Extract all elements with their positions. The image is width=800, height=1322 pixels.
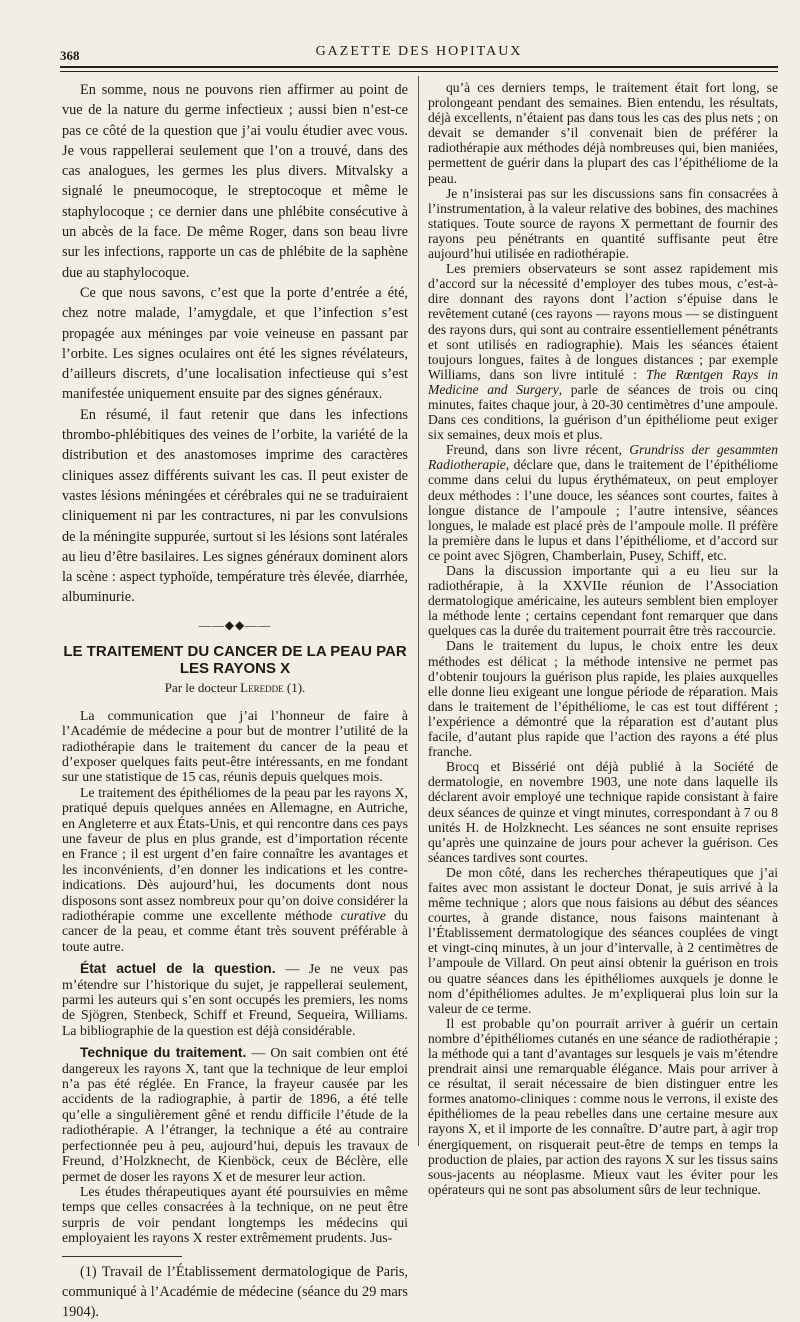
- header-rule-thin: [60, 71, 778, 72]
- byline-prefix: Par le docteur: [164, 679, 237, 695]
- paragraph: En résumé, il faut retenir que dans les infections thrombo-phlébitiques des veines de l’orbite, la variété de la distribution et des anastomoses imprime des caractères cliniques assez différents suivant les cas. Il peut exister de vastes lésions méningées et cérébrales qui ne se traduiraient cliniquement ni par les contractures, ni par les convulsions de la méningite suppurée, surtout si les lésions sont latérales au lieu d’être basilaires. Les signes généraux dominent alors la scène : aspect typhoïde, température très élevée, diarrhée, albuminurie.: [62, 406, 408, 606]
- article-title: LE TRAITEMENT DU CANCER DE LA PEAU PAR LES RAYONS X: [63, 642, 407, 677]
- text-run: , parle de séances de trois ou cinq minutes, faites chaque jour, à 20-30 centimètres d’une ampoule. Dans ces conditions, la guérison d’un épithéliome peut exiger six semaines, deux mois et plus.: [428, 381, 778, 443]
- section-ornament: ——◆◆——: [198, 617, 272, 632]
- section-heading: État actuel de la question.: [80, 961, 276, 977]
- section-heading: Technique du traitement.: [80, 1045, 247, 1061]
- header-rule-thick: [60, 66, 778, 68]
- text-run: Le traitement des épithéliomes de la peau par les rayons X, pratiqué depuis quelques années en Allemagne, en Autriche, en Angleterre et aux États-Unis, et qui rencontre dans ces pays une faveur de plus en plus grande, est d’importation récente en France ; il est urgent d’en faire connaître les avantages et les inconvénients, d’en donner les indications et les contre-indications. Dès aujourd’hui, les documents dont nous disposons sont assez nombreux pour qu’on doive considérer la radiothérapie comme une excellente méthode: [62, 784, 408, 923]
- text-run: — On sait combien ont été dangereux les rayons X, tant que la technique de leur emploi n’a pas été réglée. En France, la frayeur causée par les accidents de la radiographie, à partir de 1896, a été telle qu’elle a singulièrement gêné et rendu difficile l’étude de la radiothérapie. A l’étranger, la technique a été au contraire perfectionnée peu à peu, aujourd’hui, depuis les travaux de Freund, d’Holzknecht, de Kienböck, ceux de Béclère, elle permet de doser les rayons X et de mesurer leur action.: [62, 1045, 408, 1184]
- paragraph: Dans le traitement du lupus, le choix entre les deux méthodes est délicat ; la méthode intensive ne permet pas d’obtenir toujours la guérison plus rapide, les plaies auxquelles elle donne lieu exigeant une longue période de réparation. Mais dans le traitement de l’épithéliome, le cas est tout différent ; l’expérience a démontré que la réparation est d’autant plus facile, d’autant plus rapide que l’action des rayons a été plus franche.: [428, 638, 778, 760]
- paragraph: [62, 961, 408, 1038]
- page-number: 368: [60, 48, 80, 63]
- book-title: Grundriss der gesammten Radiotherapie: [428, 442, 778, 473]
- paragraph: qu’à ces derniers temps, le traitement était fort long, se prolongeant pendant des semaines. Bien entendu, les résultats, déjà excellents, n’étaient pas dans tous les cas des plus nets ; on devait se demander s’il convenait bien de préférer la radiothérapie aux méthodes déjà nombreuses qui, bien maniées, permettent de guérir dans la plupart des cas l’épithéliome de la peau.: [428, 80, 778, 186]
- paragraph: Ce que nous savons, c’est que la porte d’entrée a été, chez notre malade, l’amygdale, et que l’infection s’est propagée aux méninges par voie veineuse en passant par l’orbite. Les signes oculaires ont été les signes révélateurs, d’ailleurs discrets, d’une localisation infectieuse qui s’est manifestée uniquement ensuite par des signes généraux.: [62, 284, 408, 403]
- paragraph: Il est probable qu’on pourrait arriver à guérir un certain nombre d’épithéliomes cutanés en une séance de radiothérapie ; la méthode qui a tant d’avantages sur lesquels je vais m’étendre prendrait ainsi une remarquable élégance. Mais pour arriver à ce résultat, il serait nécessaire de bien distinguer entre les formes anatomo-cliniques : comme nous le verrons, il existe des épithéliomes de la peau rebelles dans une certaine mesure aux rayons X, et il importe de les connaître. D’autre part, à agir trop énergiquement, on risquerait peut-être de temps en temps la production de plaies, par action des rayons X sur les tissus sains sous-jacents au néoplasme. Mieux vaut les éviter pour les opérateurs qui ne sont pas absolument sûrs de leur technique.: [428, 1015, 778, 1197]
- running-title: GAZETTE DES HOPITAUX: [315, 44, 523, 59]
- paragraph: Les études thérapeutiques ayant été poursuivies en même temps que celles consacrées à la technique, on ne peut être surpris de voir pendant longtemps les médecins qui employaient les rayons X rester extrêmement prudents. Jus-: [62, 1183, 408, 1246]
- book-title: The Rœntgen Rays in Medicine and Surgery: [428, 366, 779, 397]
- paragraph: [62, 785, 408, 954]
- left-column: [62, 80, 409, 1321]
- paragraph: Brocq et Bissérié ont déjà publié à la Société de dermatologie, en novembre 1903, une note dans laquelle ils déclarent avoir employé une technique rapide consistant à faire deux séances de quinze et vingt minutes, correspondant à 7 ou 8 unités H. de Holzknecht. Les séances ne sont ensuite reprises qu’après une quinzaine de jours pour achever la guérison. Ces séances tardives sont courtes.: [428, 759, 778, 865]
- footnote: (1) Travail de l’Établissement dermatologique de Paris, communiqué à l’Académie de médecine (séance du 29 mars 1904).: [62, 1263, 408, 1321]
- paragraph: De mon côté, dans les recherches thérapeutiques que j’ai faites avec mon assistant le docteur Donat, je suis arrivé à la même technique ; alors que nous faisions au début des séances courtes, à grande distance, nous faisons maintenant à l’Établissement dermatologique des séances couplées de vingt et vingt-cinq minutes, à un jour d’intervalle, à 2 centimètres de l’ampoule de Villard. On peut ainsi obtenir la guérison en trois ou quatre séances dans les épithéliomes auxquels je donne le nom d’épithéliomes adultes. Je m’expliquerai plus loin sur la valeur de ce terme.: [428, 864, 778, 1016]
- text-run: Freund, dans son livre récent,: [446, 442, 622, 458]
- paragraph: Dans la discussion importante qui a eu lieu sur la radiothérapie, à la XXVIIe réunion de l’Association dermatologique américaine, les auteurs semblent bien employer la méthode lente ; certains cependant font remarquer que dans quelques cas la durée du traitement pourrait être très raccourcie.: [428, 563, 778, 639]
- paragraph: [428, 261, 778, 442]
- column-divider: [418, 76, 419, 1146]
- author-name: Leredde: [240, 679, 284, 695]
- paragraph: [62, 1045, 408, 1184]
- text-run: — Je ne veux pas m’étendre sur l’historique du sujet, je rappellerai seulement, parmi les auteurs qui s’en sont occupés les premiers, les noms de Sjögren, Stenbeck, Schiff et Freund, Sequeira, Williams. La bibliographie de la question est déjà considérable.: [62, 961, 409, 1038]
- text-run: Les premiers observateurs se sont assez rapidement mis d’accord sur la nécessité d’employer des tubes mous, c’est-à-dire donnant des rayons dont l’action s’épuise dans le revêtement cutané (ces rayons — rayons mous — se distinguent des rayons durs, qui sont au contraire essentiellement pénétrants et sont utilisés en radiographie). Mais les séances étaient toujours longues, faites à de longues distances ; par exemple Williams, dans son livre intitulé :: [428, 261, 778, 382]
- paragraph: Je n’insisterai pas sur les discussions sans fin consacrées à l’instrumentation, à la valeur relative des bobines, des machines statiques. Toute source de rayons X permettant de fournir des rayons peu pénétrants en quantité suffisante peut être aujourd’hui utilisée en radiothérapie.: [428, 185, 778, 262]
- paragraph: La communication que j’ai l’honneur de faire à l’Académie de médecine a pour but de montrer l’utilité de la radiothérapie dans le traitement du cancer de la peau et d’exposer quelques faits peut-être intéressants, en me fondant sur une statistique de 15 cas, réunis depuis quelques mois.: [62, 707, 408, 785]
- page-header: [60, 44, 778, 64]
- footnote-rule: [62, 1256, 182, 1257]
- paragraph: En somme, nous ne pouvons rien affirmer au point de vue de la nature du germe infectieux ; aussi bien n’est-ce pas ce côté de la question que j’ai voulu étudier avec vous. Je vous rappellerai seulement que l’on a trouvé, dans des cas analogues, les germes les plus divers. Mitvalsky a signalé le pneumocoque, le streptocoque et même le staphylocoque ; ce dernier dans une phlébite consécutive à un abcès de la face. De même Roger, dans son beau livre sur les infections, rapporte un cas de phlébite de la saphène due au staphylocoque.: [62, 82, 408, 281]
- paragraph: [428, 442, 778, 563]
- text-run: du cancer de la peau, et comme étant très souvent préférable à toute autre.: [62, 908, 408, 954]
- emphasis-text: curative: [340, 908, 386, 923]
- byline: [62, 680, 408, 696]
- right-column: [428, 80, 779, 1197]
- text-run: , déclare que, dans le traitement de l’épithéliome comme dans celui du lupus érythémateux, on peut employer deux méthodes : l’une douce, les séances sont courtes, faites à longue distance de l’ampoule ; l’autre intensive, séances longues, le malade est placé près de l’ampoule molle. Il préfère la première dans le lupus et dans l’épithéliome, et d’accord sur ce point avec Sjögren, Chamberlain, Pusey, Schiff, etc.: [428, 457, 778, 563]
- footnote-ref: (1).: [286, 679, 306, 695]
